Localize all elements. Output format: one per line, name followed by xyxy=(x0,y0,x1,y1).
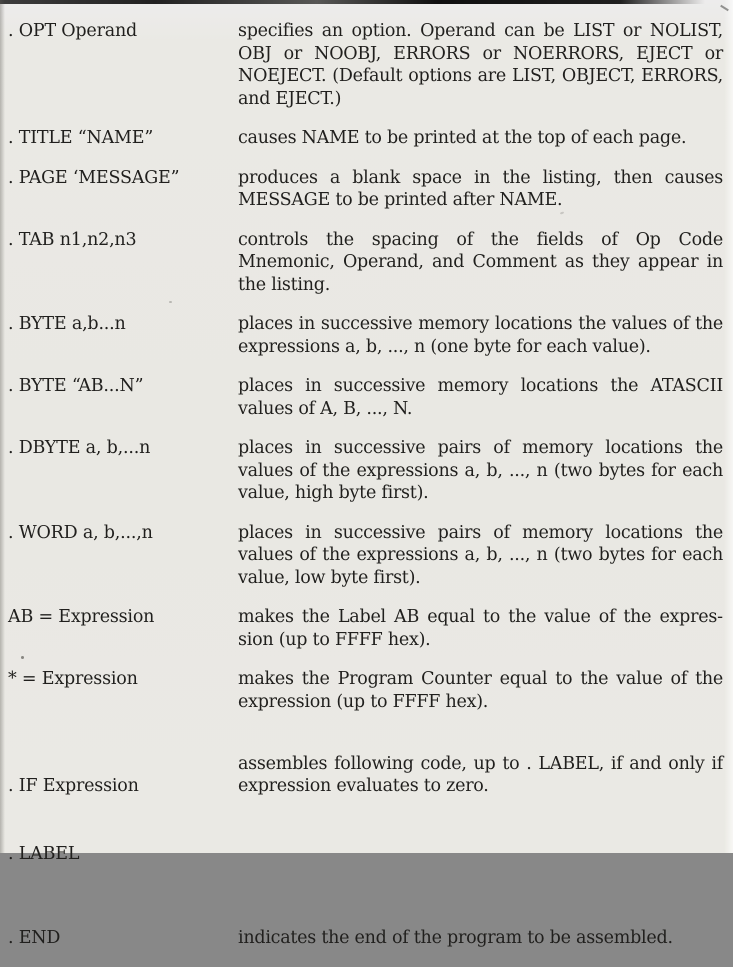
scan-artifact-right-edge xyxy=(724,0,733,853)
directive-description: assembles following code, up to . LABEL, if and only if expression evaluates to zero. xyxy=(238,753,723,796)
directive-term: . TAB n1,n2,n3 xyxy=(8,229,137,250)
directive-term: . PAGE ‘MESSAGE” xyxy=(8,167,180,188)
entry-title xyxy=(8,127,723,150)
directive-description: controls the spacing of the fields of Op Code Mnemonic, Operand, and Comment as they appear in the listing. xyxy=(238,229,723,295)
directive-description: indicates the end of the program to be assembled. xyxy=(238,928,673,948)
directive-term xyxy=(8,730,238,910)
entry-page xyxy=(8,167,723,212)
directive-term: . OPT Operand xyxy=(8,21,138,41)
directive-description: produces a blank space in the listing, then causes MESSAGE to be printed after NAME. xyxy=(238,167,723,210)
entry-end xyxy=(8,927,723,950)
directive-term: . TITLE “NAME” xyxy=(8,128,154,148)
directive-description: makes the Label AB equal to the value of the expression (up to FFFF hex). xyxy=(238,607,723,650)
entry-if-label xyxy=(8,730,723,910)
directive-term: . END xyxy=(8,928,61,948)
directive-term: . BYTE a,b...n xyxy=(8,314,126,334)
directive-term: AB = Expression xyxy=(8,607,155,627)
entry-byte-values xyxy=(8,313,723,358)
directive-term: . DBYTE a, b,...n xyxy=(8,438,151,458)
directive-term: . BYTE “AB...N” xyxy=(8,376,144,396)
directive-list xyxy=(8,20,723,967)
scan-artifact-top-band xyxy=(0,0,705,4)
entry-word xyxy=(8,522,723,590)
directive-description: places in successive memory locations the ATASCII values of A, B, ..., N. xyxy=(238,376,723,419)
directive-description: makes the Program Counter equal to the value of the expression (up to FFFF hex). xyxy=(238,669,723,712)
directive-description: causes NAME to be printed at the top of each page. xyxy=(238,128,687,148)
directive-description: places in successive pairs of memory locations the values of the expressions a, b, ..., n (two bytes for each value, low byte first). xyxy=(238,522,723,588)
entry-tab xyxy=(8,229,723,297)
directive-term-line2: . LABEL xyxy=(8,843,80,864)
entry-opt xyxy=(8,20,723,110)
directive-description: places in successive memory locations the values of the expressions a, b, ..., n (one byte for each value). xyxy=(238,314,723,357)
directive-term: * = Expression xyxy=(8,669,138,689)
entry-byte-string xyxy=(8,375,723,420)
entry-label-assign xyxy=(8,606,723,651)
directive-term-line1: . IF Expression xyxy=(8,776,139,796)
directive-description: places in successive pairs of memory locations the values of the expressions a, b, ..., n (two bytes for each value, high byte first). xyxy=(238,438,723,503)
entry-dbyte xyxy=(8,437,723,505)
entry-pc-assign xyxy=(8,668,723,713)
scan-artifact-left-edge xyxy=(0,0,5,853)
directive-term: . WORD a, b,...,n xyxy=(8,522,153,543)
directive-description: specifies an option. Operand can be LIST or NOLIST, OBJ or NOOBJ, ERRORS or NOERRORS, EJECT or NOEJECT. (Default options are LIST, OBJECT, ERRORS, and EJECT.) xyxy=(238,21,723,109)
